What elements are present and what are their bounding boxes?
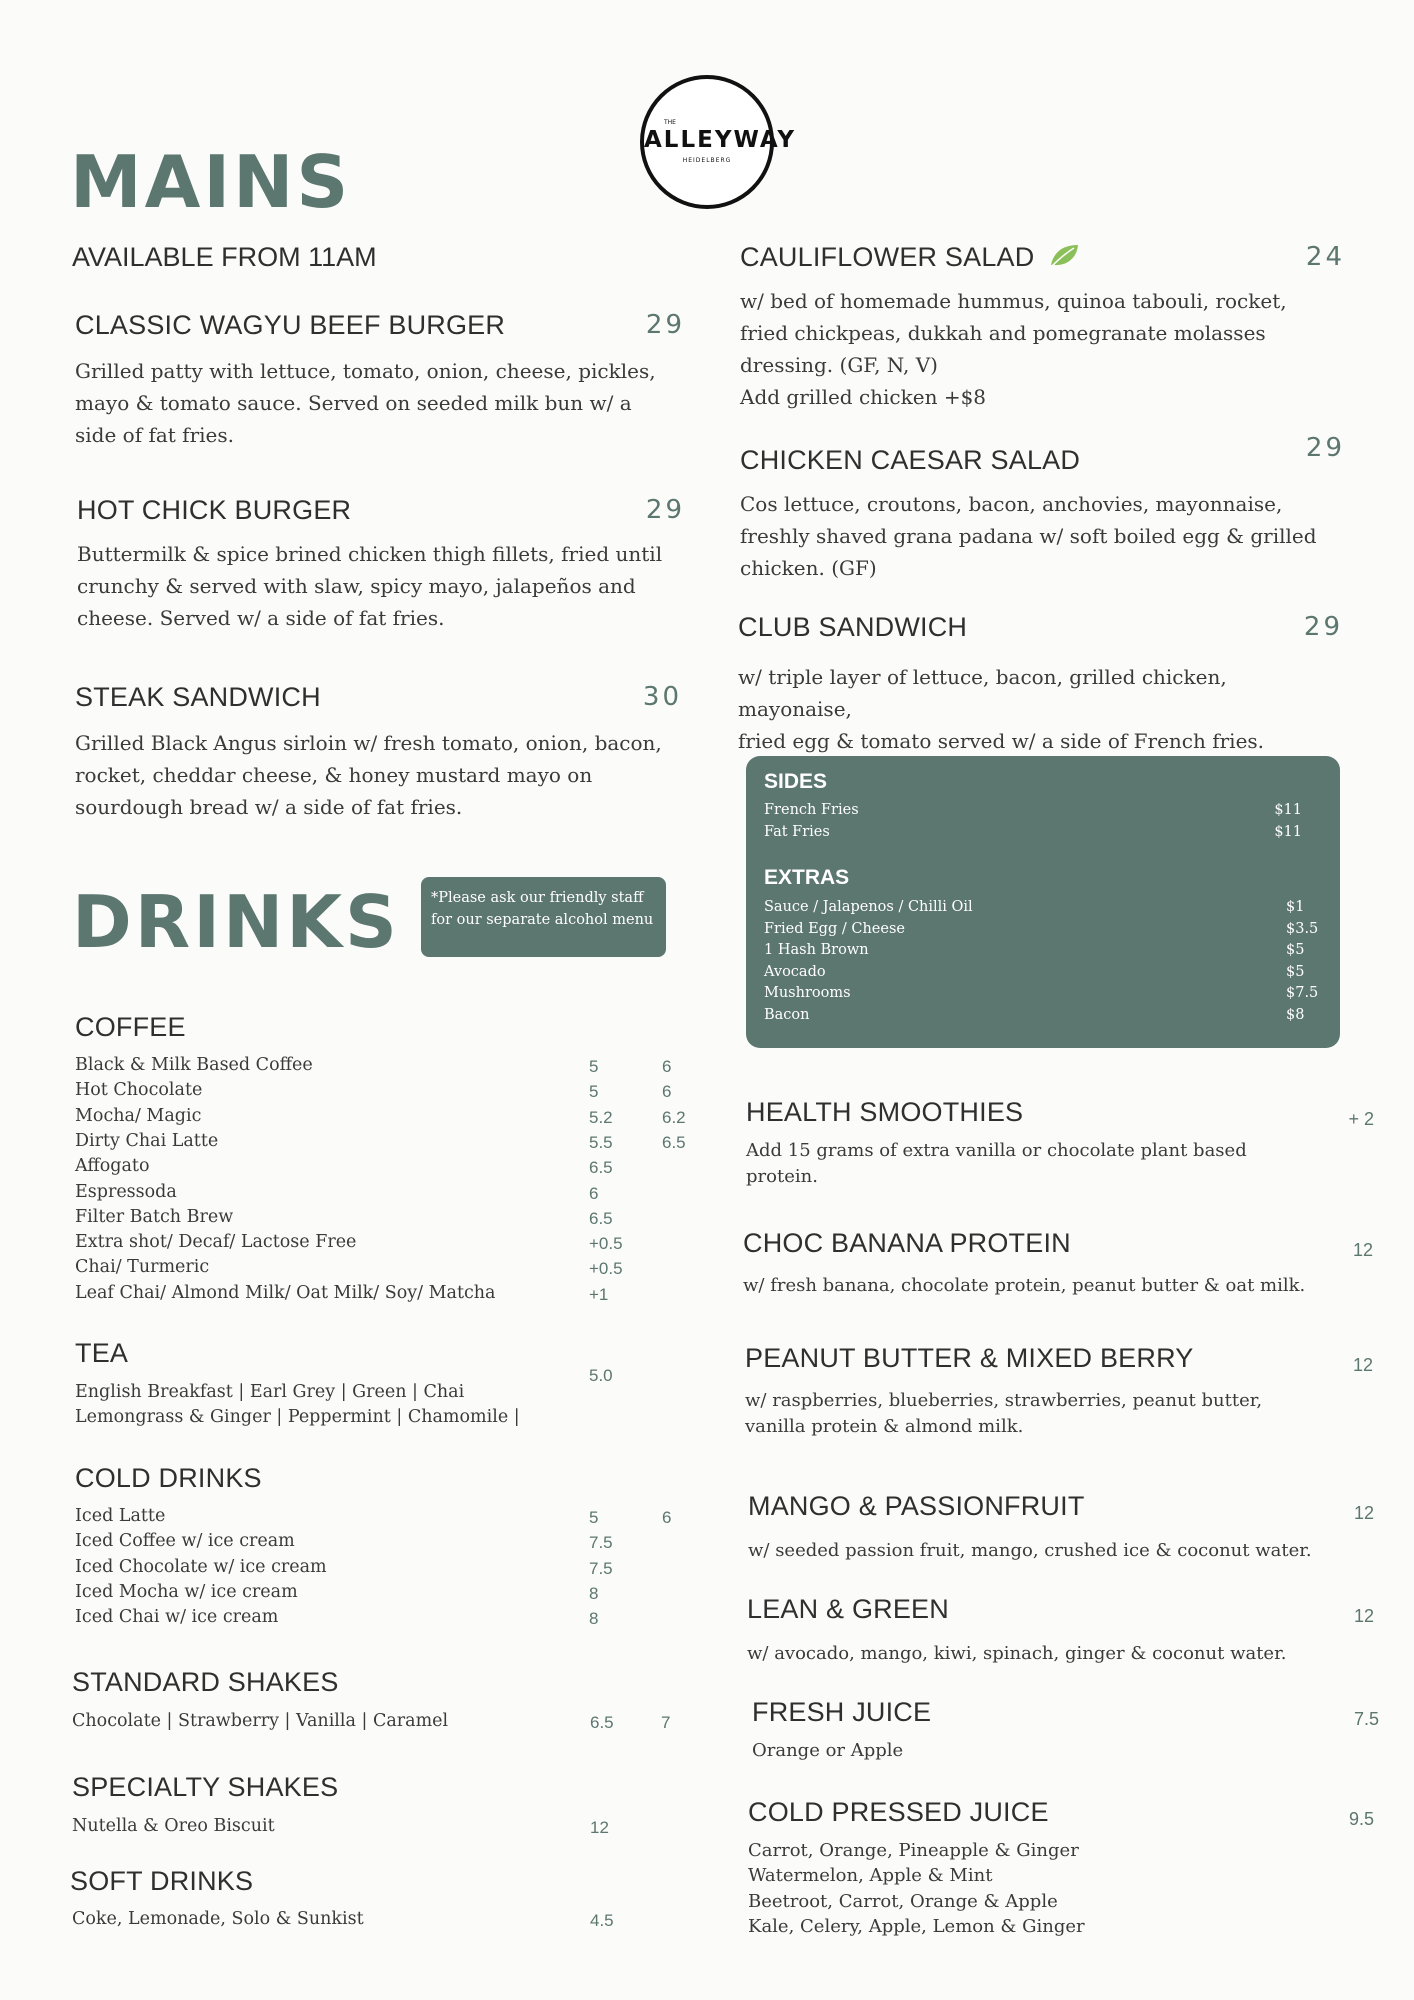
list-item: Iced Mocha w/ ice cream [75, 1581, 298, 1602]
specialty-shakes-title: SPECIALTY SHAKES [72, 1772, 339, 1802]
alleyway-logo [640, 75, 797, 209]
price-small: 5.2 [589, 1107, 613, 1127]
health-smoothies [746, 1097, 1374, 1190]
item-desc: w/ seeded passion fruit, mango, crushed ice & coconut water. [748, 1540, 1312, 1561]
item-desc: w/ bed of homemade hummus, quinoa tabouli, rocket, fried chickpeas, dukkah and pomegranate molasses dressing. (GF, N, V) Add grilled chicken +$8 [740, 289, 1287, 409]
price-small: 4.5 [590, 1911, 614, 1930]
menu-item [75, 682, 682, 823]
item-desc: w/ avocado, mango, kiwi, spinach, ginger & coconut water. [747, 1643, 1287, 1664]
item-name: MANGO & PASSIONFRUIT [748, 1491, 1085, 1521]
extra-row: Mushrooms $7.5 [764, 985, 1319, 1001]
extra-row: Avocado $5 [764, 963, 1305, 980]
sides-list [764, 800, 1302, 843]
price-small: 6.5 [590, 1713, 614, 1732]
menu-item [743, 1228, 1373, 1298]
cold-drinks-title: COLD DRINKS [75, 1463, 262, 1493]
item-desc: Buttermilk & spice brined chicken thigh fillets, fried until crunchy & served with slaw, spicy mayo, jalapeños and cheese. Served w/ a side of fat fries. [77, 542, 663, 630]
alcohol-menu-note: *Please ask our friendly staff for our separate alcohol menu [421, 877, 666, 957]
item-price: 29 [1305, 433, 1345, 463]
extra-row: Bacon $8 [764, 1006, 1305, 1023]
soft-drinks-title: SOFT DRINKS [70, 1866, 254, 1896]
item-price: 29 [645, 495, 685, 525]
item-name: STEAK SANDWICH [75, 682, 321, 712]
price-small: 6.5 [589, 1208, 613, 1228]
list-item: Hot Chocolate [75, 1080, 203, 1101]
price-small: 8 [589, 1609, 599, 1629]
item-price: + 2 [1348, 1109, 1374, 1129]
tea-title: TEA [75, 1338, 129, 1368]
menu-item [748, 1797, 1374, 1939]
item-name: CLASSIC WAGYU BEEF BURGER [75, 310, 506, 340]
price-large: 7 [661, 1713, 671, 1732]
price-large: 6 [662, 1057, 672, 1076]
price-small: 12 [590, 1818, 609, 1837]
list-item: Leaf Chai/ Almond Milk/ Oat Milk/ Soy/ Matcha [75, 1282, 496, 1303]
price-small: 5 [589, 1508, 599, 1527]
item-price: 29 [1303, 612, 1343, 642]
item-name: CHOC BANANA PROTEIN [743, 1228, 1071, 1258]
price-small: 5 [589, 1057, 599, 1076]
extra-row: 1 Hash Brown $5 [764, 942, 1305, 958]
price-large: 6 [662, 1082, 672, 1102]
availability-text: AVAILABLE FROM 11AM [72, 242, 377, 272]
item-price: 30 [642, 682, 682, 712]
item-desc: w/ triple layer of lettuce, bacon, grilled chicken, mayonaise, fried egg & tomato served w/ a side of French fries. [738, 665, 1265, 753]
list-item: Espressoda [75, 1181, 177, 1202]
price-small: 7.5 [589, 1558, 613, 1578]
item-price: 12 [1353, 1503, 1374, 1523]
menu-item [738, 612, 1343, 757]
item-desc: w/ fresh banana, chocolate protein, peanut butter & oat milk. [743, 1275, 1306, 1296]
logo-the: THE [664, 119, 676, 126]
logo-name: ALLEYWAY [644, 127, 797, 153]
menu-item [740, 242, 1345, 413]
item-desc: Carrot, Orange, Pineapple & Ginger Watermelon, Apple & Mint Beetroot, Carrot, Orange & Apple Kale, Celery, Apple, Lemon & Ginger [748, 1840, 1085, 1937]
menu-item [745, 1343, 1373, 1440]
item-name: LEAN & GREEN [747, 1594, 949, 1624]
menu-item [740, 433, 1345, 584]
coffee-title: COFFEE [75, 1012, 186, 1042]
item-desc: Add 15 grams of extra vanilla or chocolate plant based protein. [746, 1140, 1247, 1187]
list-item: Dirty Chai Latte [75, 1130, 219, 1151]
item-name: CAULIFLOWER SALAD [740, 242, 1345, 273]
list-item: Iced Coffee w/ ice cream [75, 1531, 295, 1552]
price-large: 6 [662, 1508, 672, 1527]
menu-item [77, 495, 685, 634]
item-name: PEANUT BUTTER & MIXED BERRY [745, 1343, 1194, 1373]
soft-drinks-list: Coke, Lemonade, Solo & Sunkist [72, 1909, 364, 1929]
list-item: Filter Batch Brew [75, 1206, 234, 1227]
item-desc: Grilled Black Angus sirloin w/ fresh tomato, onion, bacon, rocket, cheddar cheese, & honey mustard mayo on sourdough bread w/ a side of fat fries. [75, 731, 662, 819]
sides-title: SIDES [764, 770, 828, 793]
standard-shakes-title: STANDARD SHAKES [72, 1667, 339, 1697]
price-small: +0.5 [589, 1259, 623, 1279]
item-name: HOT CHICK BURGER [77, 495, 352, 525]
price-large: 6.5 [662, 1132, 686, 1152]
drinks-title: DRINKS [72, 880, 400, 964]
item-desc: Orange or Apple [752, 1740, 904, 1761]
list-item: Black & Milk Based Coffee [75, 1055, 313, 1075]
list-item: Mocha/ Magic [75, 1105, 202, 1126]
extras-title: EXTRAS [764, 866, 850, 889]
list-item: Extra shot/ Decaf/ Lactose Free [75, 1232, 357, 1253]
list-item: Chai/ Turmeric [75, 1257, 210, 1278]
price-small: +0.5 [589, 1234, 623, 1254]
list-item: Iced Chai w/ ice cream [75, 1607, 279, 1628]
item-name: FRESH JUICE [752, 1697, 932, 1727]
item-name: CLUB SANDWICH [738, 612, 968, 642]
coffee-list [75, 1053, 695, 1313]
standard-shakes-list: Chocolate | Strawberry | Vanilla | Caramel [72, 1711, 449, 1731]
list-item: Iced Chocolate w/ ice cream [75, 1556, 327, 1577]
sides-extras-box [746, 756, 1340, 1048]
item-desc: Grilled patty with lettuce, tomato, onion, cheese, pickles, mayo & tomato sauce. Served on seeded milk bun w/ a side of fat fries. [75, 359, 656, 447]
menu-item [75, 310, 685, 451]
logo-city: HEIDELBERG [682, 157, 732, 164]
section-title: HEALTH SMOOTHIES [746, 1097, 1024, 1127]
price-large: 6.2 [662, 1107, 686, 1127]
item-price: 24 [1305, 242, 1345, 272]
side-row: Fat Fries $11 [764, 823, 1302, 840]
price-small: 5.5 [589, 1132, 613, 1152]
extra-row: Sauce / Jalapenos / Chilli Oil $1 [764, 899, 1305, 915]
price-small: 8 [589, 1583, 599, 1603]
price-small: 5 [589, 1082, 599, 1102]
item-price: 12 [1352, 1240, 1373, 1260]
item-price: 29 [645, 310, 685, 340]
item-price: 12 [1352, 1355, 1373, 1375]
item-name: CHICKEN CAESAR SALAD [740, 445, 1081, 475]
extras-list [764, 897, 1319, 1026]
specialty-shakes-list: Nutella & Oreo Biscuit [72, 1816, 275, 1836]
price-small: 7.5 [589, 1533, 613, 1553]
item-name: COLD PRESSED JUICE [748, 1797, 1049, 1827]
list-item: Affogato [75, 1156, 150, 1177]
tea-price: 5.0 [589, 1366, 613, 1385]
cold-drinks-list [75, 1504, 695, 1634]
menu-item [752, 1697, 1379, 1763]
menu-item [747, 1594, 1374, 1666]
item-price: 9.5 [1348, 1809, 1374, 1829]
price-small: 6 [589, 1183, 599, 1203]
item-desc: Cos lettuce, croutons, bacon, anchovies, mayonnaise, freshly shaved grana padana w/ soft boiled egg & grilled chicken. (GF) [740, 492, 1317, 580]
list-item: Iced Latte [75, 1506, 166, 1526]
tea-list: English Breakfast | Earl Grey | Green | Chai Lemongrass & Ginger | Peppermint | Chamomile | [75, 1382, 520, 1428]
side-row: French Fries $11 [764, 802, 1302, 818]
price-small: +1 [589, 1284, 609, 1304]
mains-title: MAINS [70, 140, 352, 224]
leaf-icon [1048, 243, 1080, 269]
item-desc: w/ raspberries, blueberries, strawberries, peanut butter, vanilla protein & almond milk. [745, 1390, 1263, 1437]
extra-row: Fried Egg / Cheese $3.5 [764, 920, 1319, 937]
price-small: 6.5 [589, 1158, 613, 1178]
item-price: 7.5 [1353, 1709, 1379, 1729]
menu-item [748, 1491, 1374, 1563]
item-price: 12 [1353, 1606, 1374, 1626]
